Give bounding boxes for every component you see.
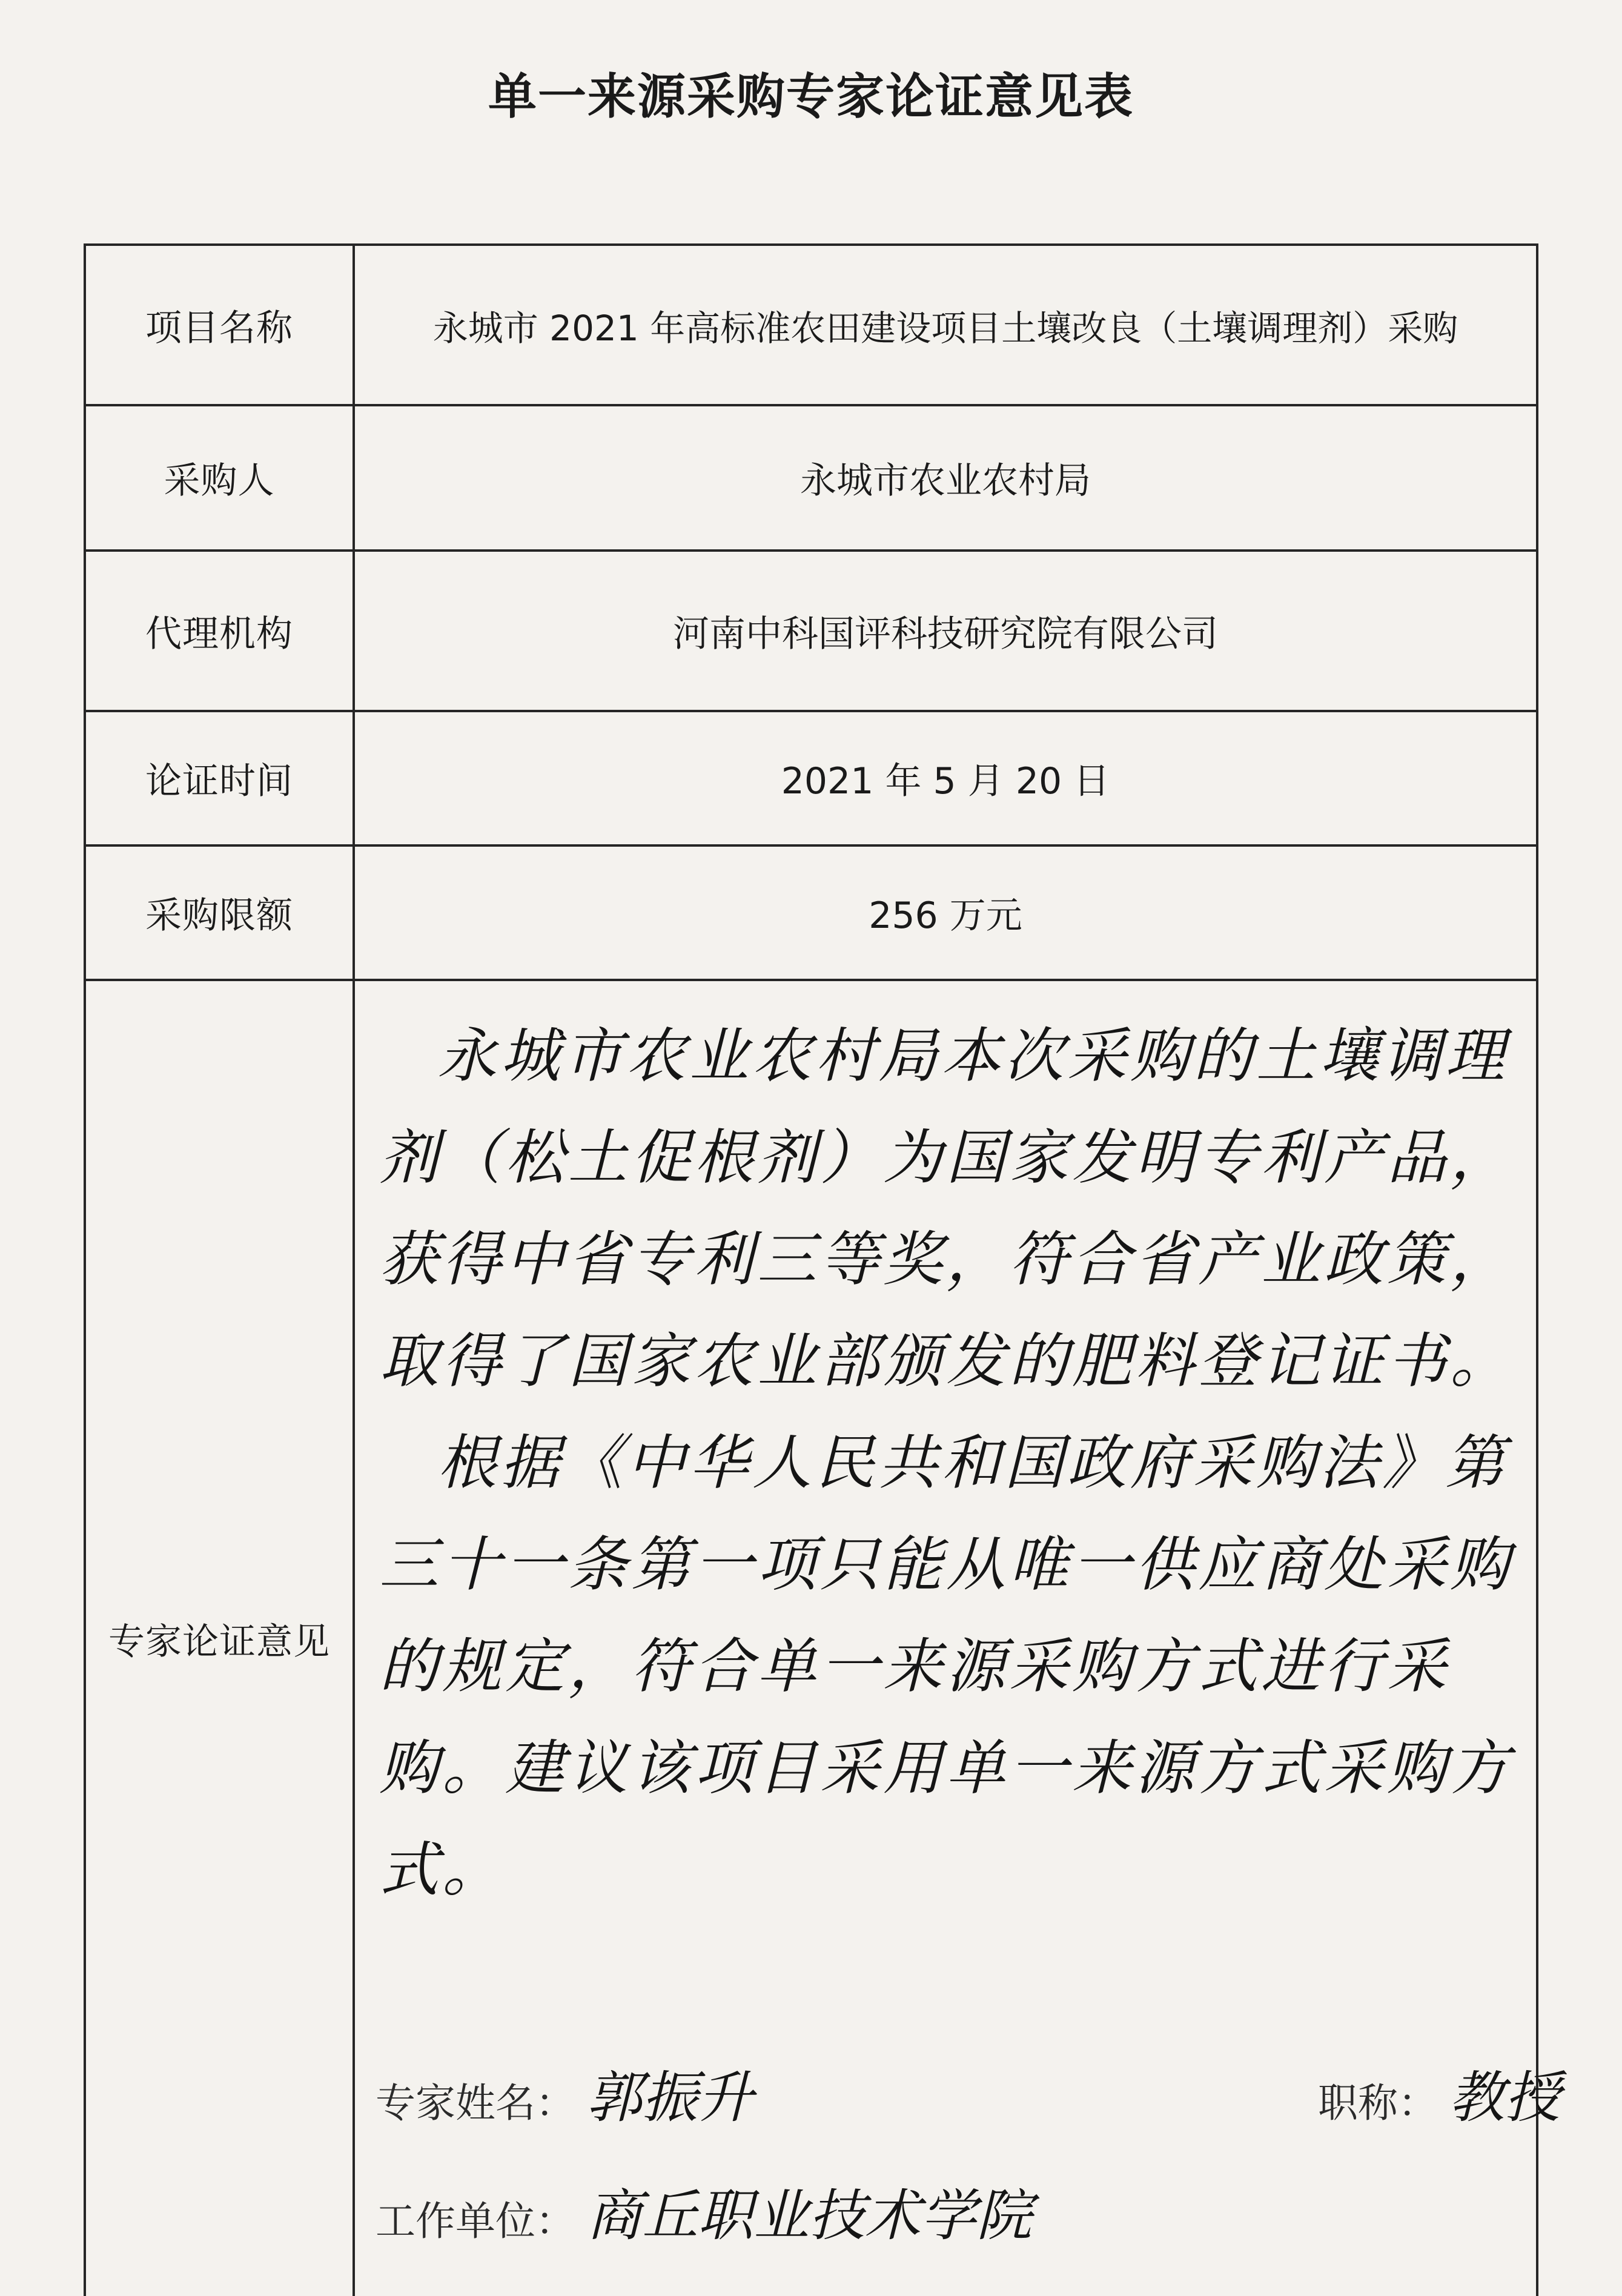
expert-opinion-form <box>84 243 1561 2296</box>
expert-title-value: 教授 <box>1449 2065 1561 2130</box>
opinion-paragraph-1: 永城市农业农村局本次采购的土壤调理剂（松土促根剂）为国家发明专利产品，获得中省专利三等奖，符合省产业政策，取得了国家农业部颁发的肥料登记证书。 <box>379 1022 1514 1396</box>
agency-value: 河南中科国评科技研究院有限公司 <box>354 551 1537 711</box>
handwritten-opinion <box>379 1005 1518 1921</box>
expert-unit-row <box>376 2171 1032 2251</box>
purchaser-label: 采购人 <box>85 405 354 551</box>
form-row-purchase-limit <box>85 845 1537 980</box>
expert-opinion-label: 专家论证意见 <box>85 980 354 2296</box>
review-date-label: 论证时间 <box>85 711 354 845</box>
review-date-value: 2021 年 5 月 20 日 <box>354 711 1537 845</box>
form-row-review-date <box>85 711 1537 845</box>
form-row-purchaser <box>85 405 1537 551</box>
purchaser-value: 永城市农业农村局 <box>354 405 1537 551</box>
agency-label: 代理机构 <box>85 551 354 711</box>
opinion-paragraph-2: 根据《中华人民共和国政府采购法》第三十一条第一项只能从唯一供应商处采购的规定，符合单一来源采购方式进行采购。建议该项目采用单一来源方式采购方式。 <box>379 1429 1514 1905</box>
purchase-limit-value: 256 万元 <box>354 845 1537 980</box>
form-row-expert-opinion <box>85 980 1537 2296</box>
form-row-agency <box>85 551 1537 711</box>
page-title: 单一来源采购专家论证意见表 <box>488 68 1134 125</box>
form-row-project-name <box>85 245 1537 405</box>
expert-title-row <box>1318 2053 1560 2133</box>
expert-opinion-content <box>354 980 1561 2296</box>
expert-unit-value: 商丘职业技术学院 <box>586 2183 1033 2248</box>
project-name-value: 永城市 2021 年高标准农田建设项目土壤改良（土壤调理剂）采购 <box>354 245 1537 405</box>
expert-name-label: 专家姓名： <box>376 2080 575 2126</box>
project-name-label: 项目名称 <box>85 245 354 405</box>
expert-unit-label: 工作单位： <box>376 2198 575 2245</box>
purchase-limit-label: 采购限额 <box>85 845 354 980</box>
expert-title-label: 职称： <box>1318 2080 1438 2126</box>
expert-name-signature: 郭振升 <box>586 2065 754 2130</box>
expert-name-row <box>376 2053 753 2133</box>
